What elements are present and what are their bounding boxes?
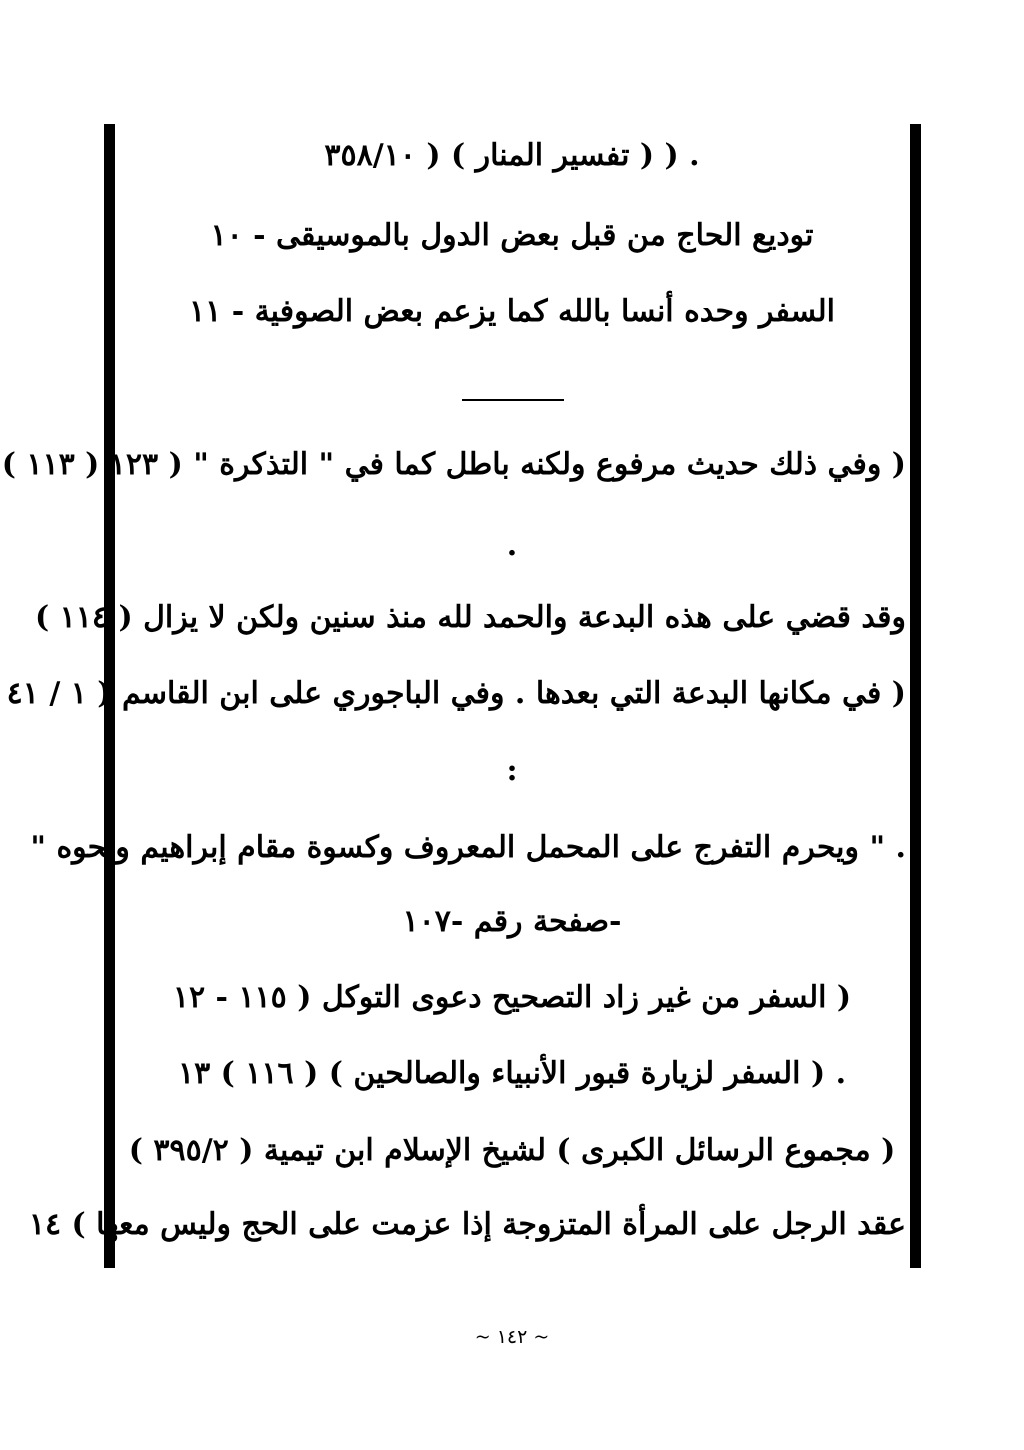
text-line-10: -صفحة رقم -١٠٧ — [402, 904, 622, 939]
text-line-11: ( السفر من غير زاد التصحيح دعوى التوكل ( ١١٥ - ١٢ — [172, 980, 852, 1015]
text-line-14: عقد الرجل على المرأة المتزوجة إذا عزمت على الحج وليس معها ) ١٤ — [28, 1207, 906, 1242]
text-line-8: : — [506, 753, 518, 788]
text-line-6: وقد قضي على هذه البدعة والحمد لله منذ سنين ولكن لا يزال ( ١١٤ ) — [35, 600, 906, 635]
text-line-9: . " ويحرم التفرج على المحمل المعروف وكسوة مقام إبراهيم ونحوه " — [30, 830, 906, 865]
text-line-13: ( مجموع الرسائل الكبرى ) لشيخ الإسلام ابن تيمية ( ٣٩٥/٢ ) — [128, 1133, 896, 1168]
text-line-4: ( وفي ذلك حديث مرفوع ولكنه باطل كما في " التذكرة " ( ١٢٣ ( ١١٣ ) — [1, 447, 906, 482]
text-line-7: ( في مكانها البدعة التي بعدها . وفي الباجوري على ابن القاسم ( ١ / ٤١ — [6, 676, 906, 711]
page-number: ~ ١٤٢ ~ — [474, 1326, 550, 1348]
text-line-5: . — [506, 528, 518, 563]
section-separator — [462, 399, 564, 401]
text-line-2: توديع الحاج من قبل بعض الدول بالموسيقى - ١٠ — [210, 218, 814, 253]
right-border-bar — [910, 124, 921, 1268]
text-line-12: . ( السفر لزيارة قبور الأنبياء والصالحين ) ( ١١٦ ) ١٣ — [177, 1056, 847, 1091]
text-line-1: . ( ( تفسير المنار ) ( ٣٥٨/١٠ — [324, 138, 700, 173]
text-line-3: السفر وحده أنسا بالله كما يزعم بعض الصوفية - ١١ — [189, 294, 835, 329]
